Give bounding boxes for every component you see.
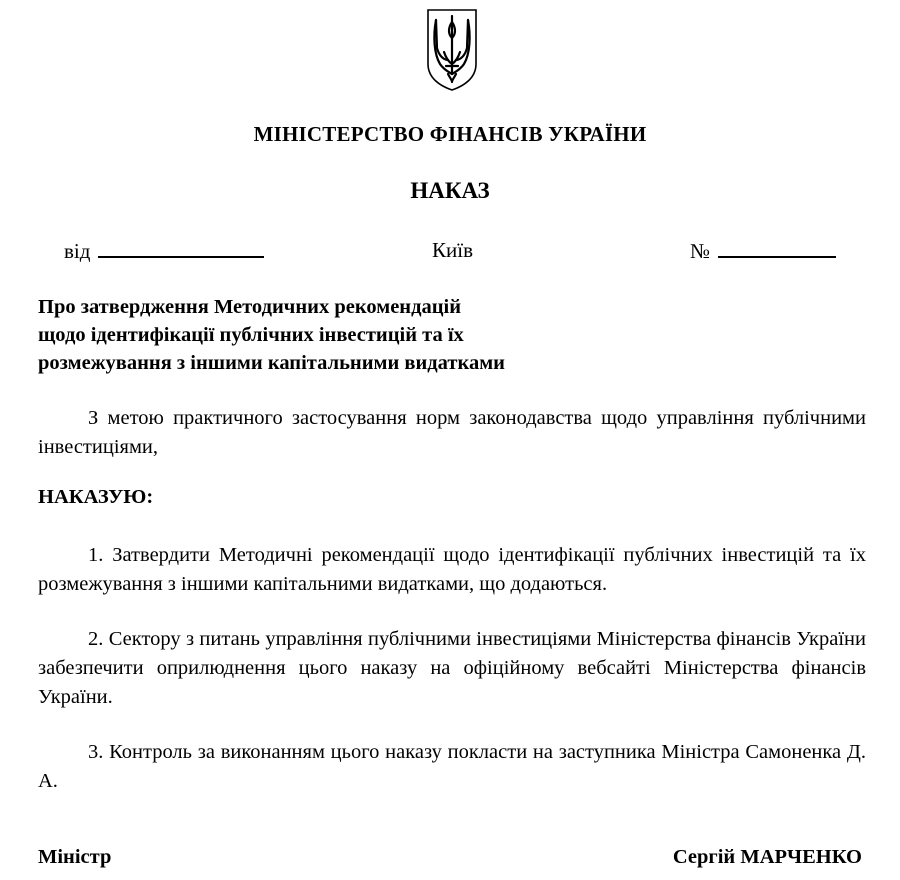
order-word: НАКАЗУЮ:: [38, 486, 154, 508]
signer-name: Сергій МАРЧЕНКО: [672, 846, 862, 868]
subject-line: щодо ідентифікації публічних інвестицій та їх: [38, 324, 464, 346]
number-label: №: [690, 239, 711, 263]
trident-emblem-icon: [424, 8, 480, 92]
ministry-name: МІНІСТЕРСТВО ФІНАНСІВ УКРАЇНИ: [253, 122, 647, 146]
subject-line: розмежування з іншими капітальними видатками: [38, 352, 505, 374]
order-city: Київ: [432, 238, 473, 262]
preamble-paragraph: З метою практичного застосування норм законодавства щодо управління публічними інвестиціями,: [38, 407, 866, 458]
order-meta-row: [0, 238, 900, 268]
order-item: 2. Сектору з питань управління публічними інвестиціями Міністерства фінансів України забезпечити оприлюднення цього наказу на офіційному вебсайті Міністерства фінансів України.: [38, 628, 866, 708]
order-number: [690, 238, 836, 264]
order-item: 1. Затвердити Методичні рекомендації щодо ідентифікації публічних інвестицій та їх розмежування з іншими капітальними видатками, що додаються.: [38, 544, 866, 595]
order-item: 3. Контроль за виконанням цього наказу покласти на заступника Міністра Самоненка Д. А.: [38, 741, 866, 792]
order-subject: [38, 293, 598, 377]
subject-line: Про затвердження Методичних рекомендацій: [38, 296, 462, 318]
order-date: [64, 238, 264, 264]
date-blank-line: [98, 238, 264, 258]
number-blank-line: [718, 238, 836, 258]
order-title: НАКАЗ: [410, 178, 490, 203]
date-label: від: [64, 239, 91, 263]
signer-title: Міністр: [38, 846, 112, 868]
